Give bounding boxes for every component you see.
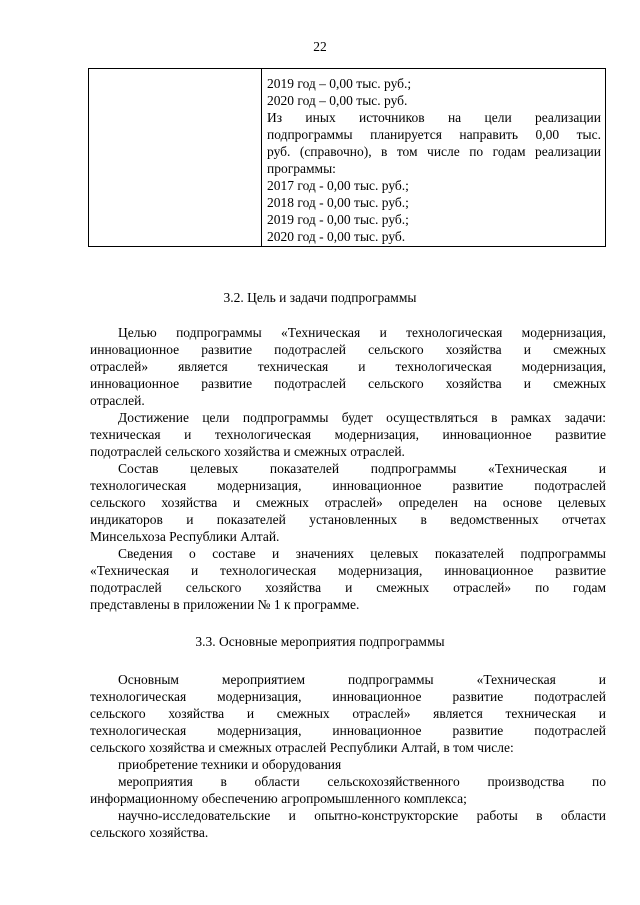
section-3-3-text <box>90 671 606 841</box>
text-line: приобретение техники и оборудования <box>118 757 342 772</box>
text-line: Сведения о составе и значениях целевых показателей подпрограммы <box>118 546 606 561</box>
text-line: подотраслей сельского хозяйства и смежных отраслей» по годам <box>90 580 606 595</box>
section-3-2-text <box>90 324 606 613</box>
table-line: 2019 год – 0,00 тыс. руб.; <box>267 76 412 91</box>
table-line: 2018 год - 0,00 тыс. руб.; <box>267 195 409 210</box>
text-line: инновационное развитие подотраслей сельского хозяйства и смежных <box>90 376 606 391</box>
text-line: Целью подпрограммы «Техническая и технологическая модернизация, <box>118 325 606 340</box>
text-line: Минсельхоза Республики Алтай. <box>90 529 280 544</box>
text-line: информационному обеспечению агропромышленного комплекса; <box>90 791 467 806</box>
text-line: мероприятия в области сельскохозяйственного производства по <box>118 774 606 789</box>
text-line: Основным мероприятием подпрограммы «Техническая и <box>118 672 606 687</box>
table-line: Из иных источников на цели реализации <box>267 110 601 125</box>
text-line: техническая и технологическая модернизация, инновационное развитие <box>90 427 606 442</box>
table-line: 2019 год - 0,00 тыс. руб.; <box>267 212 409 227</box>
text-line: технологическая модернизация, инновационное развитие подотраслей <box>90 723 606 738</box>
text-line: отраслей. <box>90 393 145 408</box>
text-line: сельского хозяйства и смежных отраслей» определен на основе целевых <box>90 495 606 510</box>
table-line: программы: <box>267 161 336 176</box>
funding-table-cell <box>267 75 601 245</box>
table-line: 2017 год - 0,00 тыс. руб.; <box>267 178 409 193</box>
text-line: «Техническая и технологическая модернизация, инновационное развитие <box>90 563 606 578</box>
text-line: Достижение цели подпрограммы будет осуществляться в рамках задачи: <box>118 410 606 425</box>
text-line: технологическая модернизация, инновационное развитие подотраслей <box>90 689 606 704</box>
text-line: инновационное развитие подотраслей сельского хозяйства и смежных <box>90 342 606 357</box>
text-line: технологическая модернизация, инновационное развитие подотраслей <box>90 478 606 493</box>
text-line: Состав целевых показателей подпрограммы «Техническая и <box>118 461 606 476</box>
table-line: 2020 год - 0,00 тыс. руб. <box>267 229 406 244</box>
text-line: подотраслей сельского хозяйства и смежных отраслей. <box>90 444 405 459</box>
text-line: представлены в приложении № 1 к программе. <box>90 597 360 612</box>
text-line: отраслей» является техническая и технологическая модернизация, <box>90 359 606 374</box>
table-line: 2020 год – 0,00 тыс. руб. <box>267 93 408 108</box>
text-line: сельского хозяйства и смежных отраслей» является техническая и <box>90 706 606 721</box>
table-line: подпрограммы планируется направить 0,00 тыс. <box>267 127 601 142</box>
text-line: сельского хозяйства и смежных отраслей Республики Алтай, в том числе: <box>90 740 514 755</box>
text-line: индикаторов и показателей установленных в ведомственных отчетах <box>90 512 606 527</box>
text-line: научно-исследовательские и опытно-конструкторские работы в области <box>118 808 606 823</box>
section-heading-3-2: 3.2. Цель и задачи подпрограммы <box>223 290 417 305</box>
section-heading-3-3: 3.3. Основные мероприятия подпрограммы <box>195 634 445 649</box>
page-number: 22 <box>313 39 327 54</box>
table-column-divider <box>261 69 262 246</box>
text-line: сельского хозяйства. <box>90 825 209 840</box>
funding-table <box>88 68 606 247</box>
table-line: руб. (справочно), в том числе по годам реализации <box>267 144 601 159</box>
